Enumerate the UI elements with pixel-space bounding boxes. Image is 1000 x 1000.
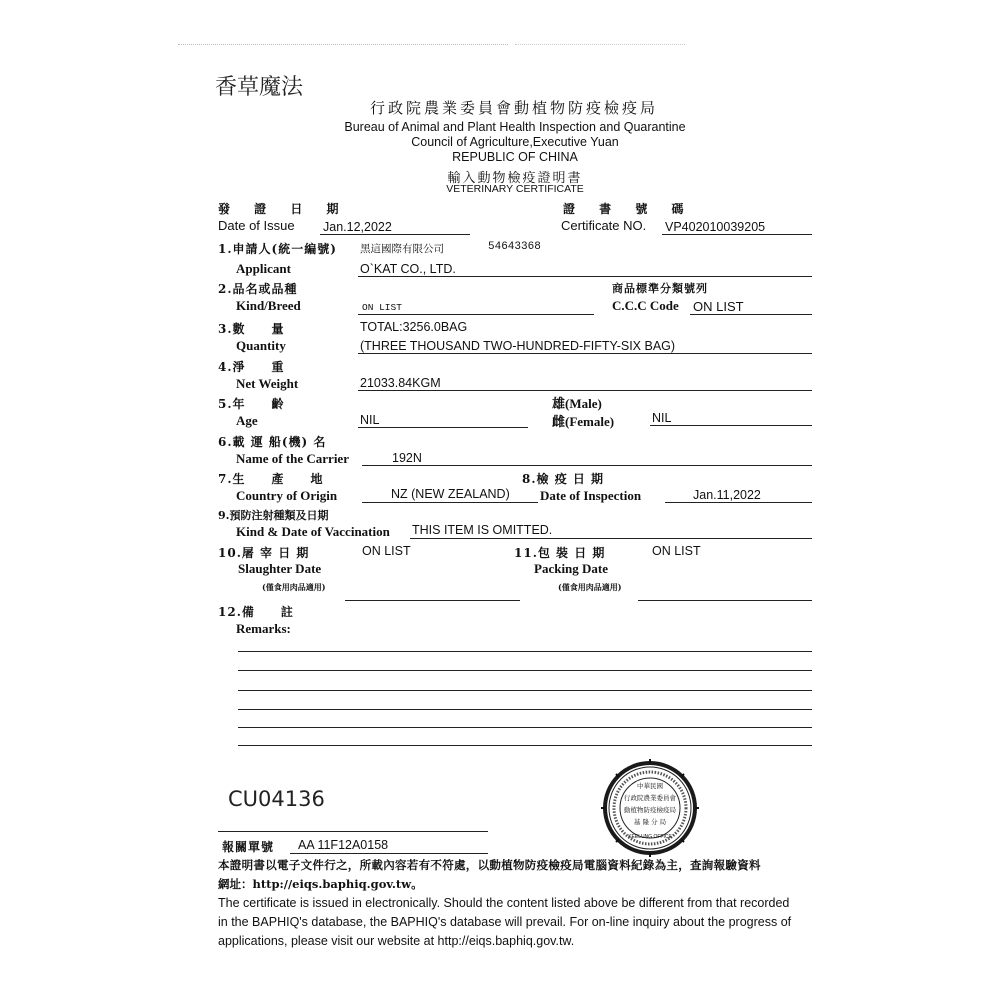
customs-label-cn: 報關單號 [222,840,275,854]
footer-notice-en-line3: applications, please visit our website at http://eiqs.baphiq.gov.tw. [218,934,575,948]
scan-edge-line [515,44,685,45]
certificate-label-cn: 證 書 號 碼 [563,202,694,216]
applicant-id: 54643368 [488,241,541,253]
applicant-value: O`KAT CO., LTD. [360,262,456,276]
issue-date-value: Jan.12,2022 [323,220,392,234]
quantity-label-en: Quantity [236,338,286,353]
age-label-cn: 5.年 齡 [218,397,285,411]
footer-notice-cn-line1: 本證明書以電子文件行之，所載內容若有不符處，以動植物防疫檢疫局電腦資料紀錄為主，查詢報驗資料 [218,858,761,872]
age-value: NIL [360,413,380,427]
seal-line: 動植物防疫檢疫局 [624,806,676,814]
kind-label-cn: 2.品名或品種 [218,282,298,296]
applicant-label-en: Applicant [236,261,291,276]
age-underline [358,427,528,428]
certificate-number-value: VP402010039205 [665,220,766,234]
kind-underline [358,314,594,315]
packing-value: ON LIST [652,544,701,558]
footer-notice-cn-line2: 網址：http://eiqs.baphiq.gov.tw。 [218,877,423,891]
sex-underline [650,425,812,426]
seal-text [600,780,700,828]
inspection-value: Jan.11,2022 [693,488,761,502]
vaccination-underline [410,538,812,539]
issue-date-label-cn: 發 證 日 期 [218,202,349,216]
remarks-line [238,670,812,671]
sex-value: NIL [652,411,672,425]
origin-label-en: Country of Origin [236,488,338,503]
quantity-underline [358,353,812,354]
carrier-underline [362,465,812,466]
remarks-line [238,745,812,746]
age-label-en: Age [236,413,258,428]
carrier-value: 192N [392,451,422,465]
net-weight-value: 21033.84KGM [360,376,441,390]
remarks-label-en: Remarks: [236,621,291,636]
packing-label-cn: 11.包 裝 日 期 [514,546,606,560]
quantity-label-cn: 3.數 量 [218,322,285,336]
certificate-label-en: Certificate NO. [561,218,647,233]
slaughter-label-cn: 10.屠 宰 日 期 [218,546,310,560]
packing-note: (僅食用肉品適用) [558,582,622,592]
slaughter-underline [345,600,520,601]
ccc-label-en: C.C.C Code [612,298,679,313]
agency-name-en: Bureau of Animal and Plant Health Inspection and Quarantine [344,120,686,134]
quantity-value-numeric: TOTAL:3256.0BAG [360,320,468,334]
inspection-underline [665,502,812,503]
remarks-line [238,690,812,691]
council-name-en: Council of Agriculture,Executive Yuan [411,135,619,149]
certificate-underline [662,234,812,235]
ccc-value: ON LIST [693,299,744,314]
packing-label-en: Packing Date [534,561,609,576]
net-weight-label-en: Net Weight [236,376,299,391]
doc-title-cn: 輸入動物檢疫證明書 [447,171,583,186]
agency-name-cn: 行政院農業委員會動植物防疫檢疫局 [370,99,659,117]
ccc-underline [690,314,812,315]
footer-notice-en-line2: in the BAPHIQ's database, the BAPHIQ's database will prevail. For on-line inquiry about the progress of [218,915,792,929]
packing-underline [638,600,812,601]
inspection-label-cn: 8.檢 疫 日 期 [522,472,605,486]
slaughter-value: ON LIST [362,544,411,558]
quantity-value-words: (THREE THOUSAND TWO-HUNDRED-FIFTY-SIX BAG) [360,339,676,353]
male-label: 雄(Male) [552,396,602,411]
official-seal [600,758,700,858]
ccc-label-cn: 商品標準分類號列 [612,282,708,295]
remarks-line [238,709,812,710]
kind-value: ON LIST [362,302,402,313]
net-weight-label-cn: 4.淨 重 [218,360,285,374]
country-name-en: REPUBLIC OF CHINA [452,150,578,164]
footer-notice-en-line1: The certificate is issued in electronically. Should the content listed above be different from that recorded [218,896,790,910]
seal-ring-text: KEELUNG OFFICE [628,834,672,840]
kind-label-en: Kind/Breed [236,298,301,313]
watermark-text: 香草魔法 [215,75,304,100]
net-weight-underline [358,390,812,391]
remarks-line [238,651,812,652]
vaccination-value: THIS ITEM IS OMITTED. [412,523,553,537]
origin-label-cn: 7.生 產 地 [218,472,324,486]
origin-value: NZ (NEW ZEALAND) [391,487,510,501]
remarks-label-cn: 12.備 註 [218,605,294,619]
remarks-line [238,727,812,728]
seal-line: 基 隆 分 局 [633,818,667,826]
doc-title-en: VETERINARY CERTIFICATE [446,183,584,195]
issue-date-underline [320,234,470,235]
female-label: 雌(Female) [552,414,615,429]
origin-underline [362,502,538,503]
issue-date-label-en: Date of Issue [218,218,295,233]
seal-line: 中華民國 [637,782,663,790]
vaccination-label-en: Kind & Date of Vaccination [236,524,390,539]
applicant-label-cn: 1.申請人(統一編號) [218,242,337,256]
applicant-underline [358,276,812,277]
customs-number-value: AA 11F12A0158 [298,838,389,852]
carrier-label-cn: 6.載 運 船(機) 名 [218,435,327,449]
applicant-name-cn: 黑這國際有限公司 [360,243,444,255]
stamp-code: CU04136 [228,787,325,811]
customs-underline [290,853,488,854]
slaughter-note: (僅食用肉品適用) [262,582,326,592]
slaughter-label-en: Slaughter Date [238,561,322,576]
seal-line: 行政院農業委員會 [624,794,676,802]
scan-edge-line [178,44,508,45]
vaccination-label-cn: 9.預防注射種類及日期 [218,509,329,522]
carrier-label-en: Name of the Carrier [236,451,349,466]
customs-top-line [218,831,488,832]
inspection-label-en: Date of Inspection [540,488,642,503]
